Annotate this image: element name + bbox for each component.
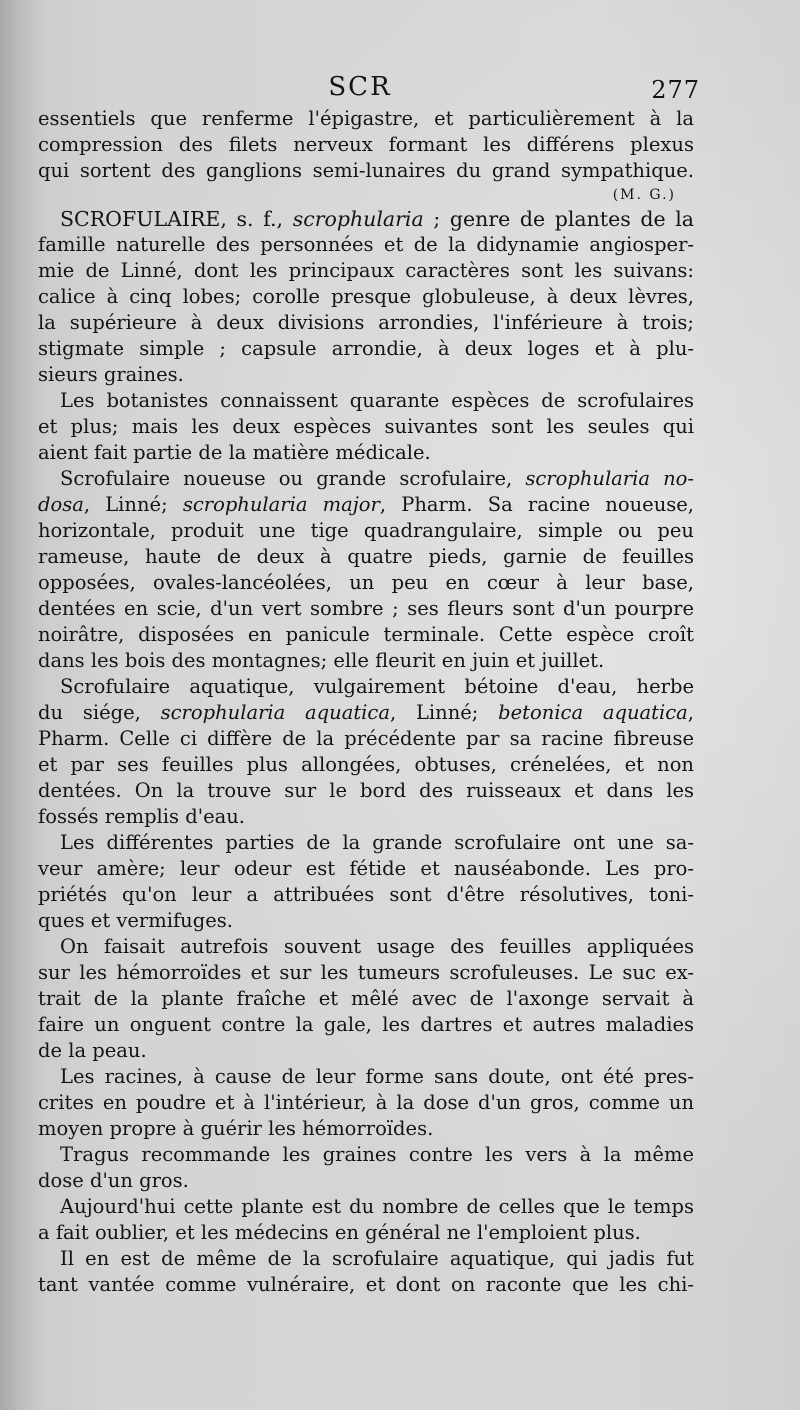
text-line: de la peau. (38, 1039, 147, 1062)
text-line: moyen propre à guérir les hémorroïdes. (38, 1117, 434, 1140)
text-line: Tragus recommande les graines contre les vers à la même (60, 1143, 694, 1166)
text-line: faire un onguent contre la gale, les dartres et autres maladies (38, 1013, 694, 1036)
text-line: veur amère; leur odeur est fétide et nauséabonde. Les pro- (38, 857, 694, 880)
text-line: dose d'un gros. (38, 1169, 189, 1192)
text-line: Scrofulaire noueuse ou grande scrofulaire, scrophularia no- (60, 467, 694, 490)
text-line: a fait oublier, et les médecins en général ne l'emploient plus. (38, 1221, 641, 1244)
text-line: SCROFULAIRE, s. f., scrophularia ; genre de plantes de la (60, 207, 694, 231)
text-line: (M. G.) (612, 187, 676, 203)
text-line: mie de Linné, dont les principaux caractères sont les suivans: (38, 259, 694, 282)
page-header (0, 70, 800, 110)
text-line: Aujourd'hui cette plante est du nombre de celles que le temps (60, 1195, 694, 1218)
text-line: horizontale, produit une tige quadrangulaire, simple ou peu (38, 519, 694, 542)
running-head: SCR (328, 72, 392, 102)
text-line: ques et vermifuges. (38, 909, 233, 932)
text-line: Il en est de même de la scrofulaire aquatique, qui jadis fut (60, 1247, 694, 1270)
text-line: rameuse, haute de deux à quatre pieds, garnie de feuilles (38, 545, 694, 568)
text-line: compression des filets nerveux formant les différens plexus (38, 133, 694, 156)
text-line: calice à cinq lobes; corolle presque globuleuse, à deux lèvres, (38, 285, 694, 308)
body-text (38, 106, 694, 1298)
text-line: sieurs graines. (38, 363, 184, 386)
text-line: crites en poudre et à l'intérieur, à la dose d'un gros, comme un (38, 1091, 694, 1114)
text-line: du siége, scrophularia aquatica, Linné; betonica aquatica, (38, 701, 694, 724)
text-line: et par ses feuilles plus allongées, obtuses, crénelées, et non (38, 753, 694, 776)
text-line: dentées. On la trouve sur le bord des ruisseaux et dans les (38, 779, 694, 802)
text-line: Les botanistes connaissent quarante espèces de scrofulaires (60, 389, 694, 412)
text-line: opposées, ovales-lancéolées, un peu en cœur à leur base, (38, 571, 694, 594)
text-line: qui sortent des ganglions semi-lunaires du grand sympathique. (38, 159, 694, 182)
text-line: Scrofulaire aquatique, vulgairement bétoine d'eau, herbe (60, 675, 694, 698)
page-number: 277 (651, 76, 700, 104)
text-line: et plus; mais les deux espèces suivantes sont les seules qui (38, 415, 694, 438)
text-line: essentiels que renferme l'épigastre, et particulièrement à la (38, 107, 694, 130)
text-line: sur les hémorroïdes et sur les tumeurs scrofuleuses. Le suc ex- (38, 961, 694, 984)
text-line: dentées en scie, d'un vert sombre ; ses fleurs sont d'un pourpre (38, 597, 694, 620)
text-line: priétés qu'on leur a attribuées sont d'être résolutives, toni- (38, 883, 694, 906)
text-line: noirâtre, disposées en panicule terminale. Cette espèce croît (38, 623, 694, 646)
text-line: Pharm. Celle ci diffère de la précédente par sa racine fibreuse (38, 727, 694, 750)
text-line: dans les bois des montagnes; elle fleurit en juin et juillet. (38, 649, 605, 672)
text-line: la supérieure à deux divisions arrondies, l'inférieure à trois; (38, 311, 694, 334)
text-line: fossés remplis d'eau. (38, 805, 245, 828)
text-line: Les différentes parties de la grande scrofulaire ont une sa- (60, 831, 694, 854)
text-line: aient fait partie de la matière médicale. (38, 441, 431, 464)
text-line: famille naturelle des personnées et de la didynamie angiosper- (38, 233, 694, 256)
text-line: tant vantée comme vulnéraire, et dont on raconte que les chi- (38, 1273, 694, 1296)
text-line: dosa, Linné; scrophularia major, Pharm. Sa racine noueuse, (38, 493, 694, 516)
text-line: Les racines, à cause de leur forme sans doute, ont été pres- (60, 1065, 694, 1088)
text-line: On faisait autrefois souvent usage des feuilles appliquées (60, 935, 694, 958)
text-line: stigmate simple ; capsule arrondie, à deux loges et à plu- (38, 337, 694, 360)
text-line: trait de la plante fraîche et mêlé avec de l'axonge servait à (38, 987, 694, 1010)
